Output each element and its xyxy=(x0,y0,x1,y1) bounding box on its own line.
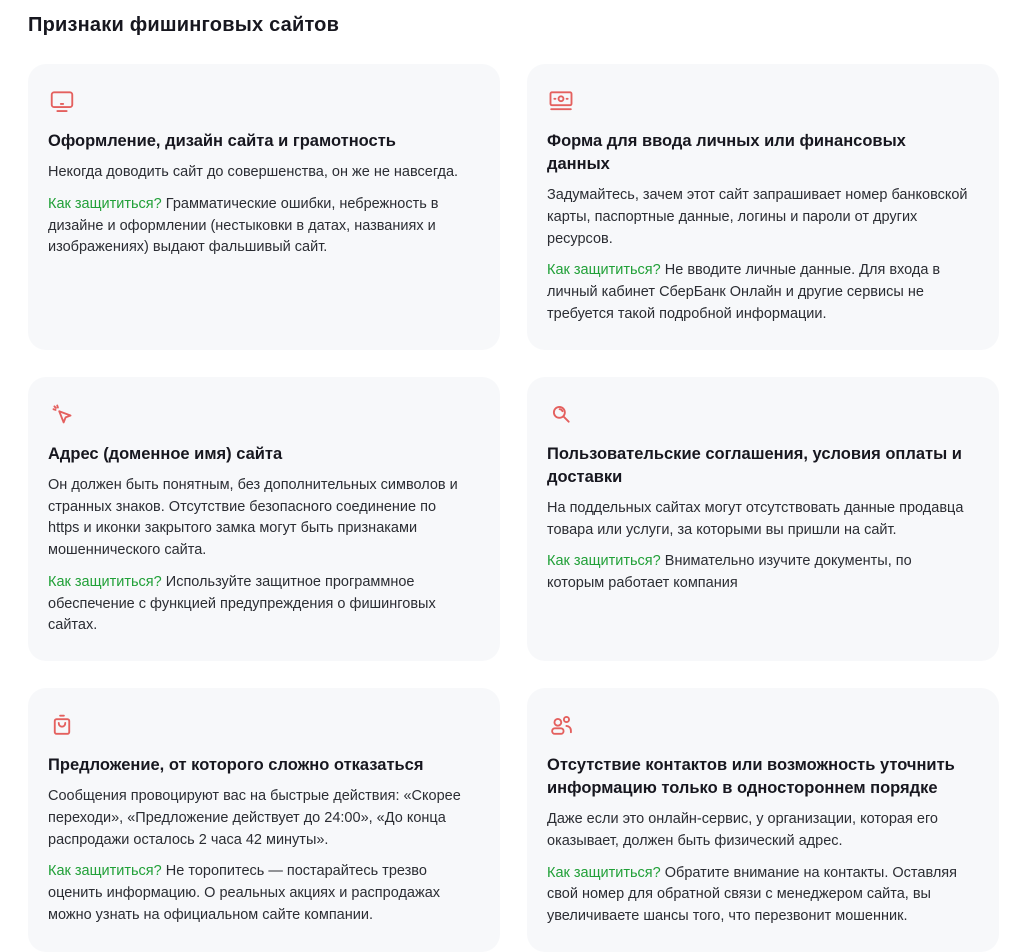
protect-text: Внимательно изучите документы, по которым работает компания xyxy=(547,553,912,592)
card-site-design xyxy=(28,64,500,350)
card-title: Пользовательские соглашения, условия оплаты и доставки xyxy=(547,444,962,486)
card-body: Задумайтесь, зачем этот сайт запрашивает номер банковской карты, паспортные данные, логины и пароли от других ресурсов. xyxy=(547,187,968,247)
card-protect xyxy=(547,551,969,595)
protect-label: Как защититься? xyxy=(48,573,162,590)
card-title: Отсутствие контактов или возможность уточнить информацию только в одностороннем порядке xyxy=(547,756,955,798)
protect-text: Не торопитесь — постарайтесь трезво оценить информацию. О реальных акциях и распродажах можно узнать на официальном сайте компании. xyxy=(48,863,441,923)
protect-text: Не вводите личные данные. Для входа в личный кабинет СберБанк Онлайн и другие сервисы не требуется такой подробной информации. xyxy=(547,262,941,322)
card-protect xyxy=(48,194,470,259)
banknote-icon xyxy=(547,87,575,115)
search-icon xyxy=(547,400,575,428)
card-body: Некогда доводить сайт до совершенства, он же не навсегда. xyxy=(48,164,459,181)
users-icon xyxy=(547,711,575,739)
card-title: Предложение, от которого сложно отказаться xyxy=(48,756,424,775)
card-body: На поддельных сайтах могут отсутствовать данные продавца товара или услуги, за которыми вы пришли на сайт. xyxy=(547,499,964,538)
card-protect xyxy=(48,572,470,637)
card-body: Сообщения провоцируют вас на быстрые действия: «Скорее переходи», «Предложение действует до 24:00», «До конца распродажи осталось 2 часа 42 минуты». xyxy=(48,788,461,848)
card-title: Оформление, дизайн сайта и грамотность xyxy=(48,132,396,150)
card-data-entry-form xyxy=(527,64,999,350)
card-domain-name xyxy=(28,377,500,661)
protect-label: Как защититься? xyxy=(547,864,661,881)
protect-label: Как защититься? xyxy=(547,262,661,279)
card-user-agreements xyxy=(527,377,999,661)
protect-text: Используйте защитное программное обеспечение с функцией предупреждения о фишинговых сайтах. xyxy=(48,573,436,634)
card-title: Форма для ввода личных или финансовых данных xyxy=(547,132,906,174)
shopping-bag-icon xyxy=(48,711,76,739)
cards-grid xyxy=(28,64,999,952)
protect-text: Грамматические ошибки, небрежность в дизайне и оформлении (нестыковки в датах, названиях и изображениях) выдают фальшивый сайт. xyxy=(48,195,439,256)
card-protect xyxy=(48,861,470,926)
protect-label: Как защититься? xyxy=(48,195,162,212)
card-protect xyxy=(547,260,969,325)
cursor-click-icon xyxy=(48,400,76,428)
card-no-contacts xyxy=(527,688,999,952)
card-body: Даже если это онлайн-сервис, у организации, которая его оказывает, должен быть физический адрес. xyxy=(547,811,938,849)
monitor-icon xyxy=(48,87,76,115)
protect-label: Как защититься? xyxy=(48,863,162,880)
protect-text: Обратите внимание на контакты. Оставляя свой номер для обратной связи с менеджером сайта, вы увеличиваете шансы того, что перезвонит мошенник. xyxy=(547,864,957,925)
card-too-good-offer xyxy=(28,688,500,952)
page-title: Признаки фишинговых сайтов xyxy=(28,14,340,36)
card-title: Адрес (доменное имя) сайта xyxy=(48,444,283,463)
protect-label: Как защититься? xyxy=(547,553,661,570)
card-protect xyxy=(547,863,969,928)
card-body: Он должен быть понятным, без дополнительных символов и странных знаков. Отсутствие безопасного соединение по https и иконки закрытого замка могут быть признаками мошеннического сайта. xyxy=(48,476,458,559)
